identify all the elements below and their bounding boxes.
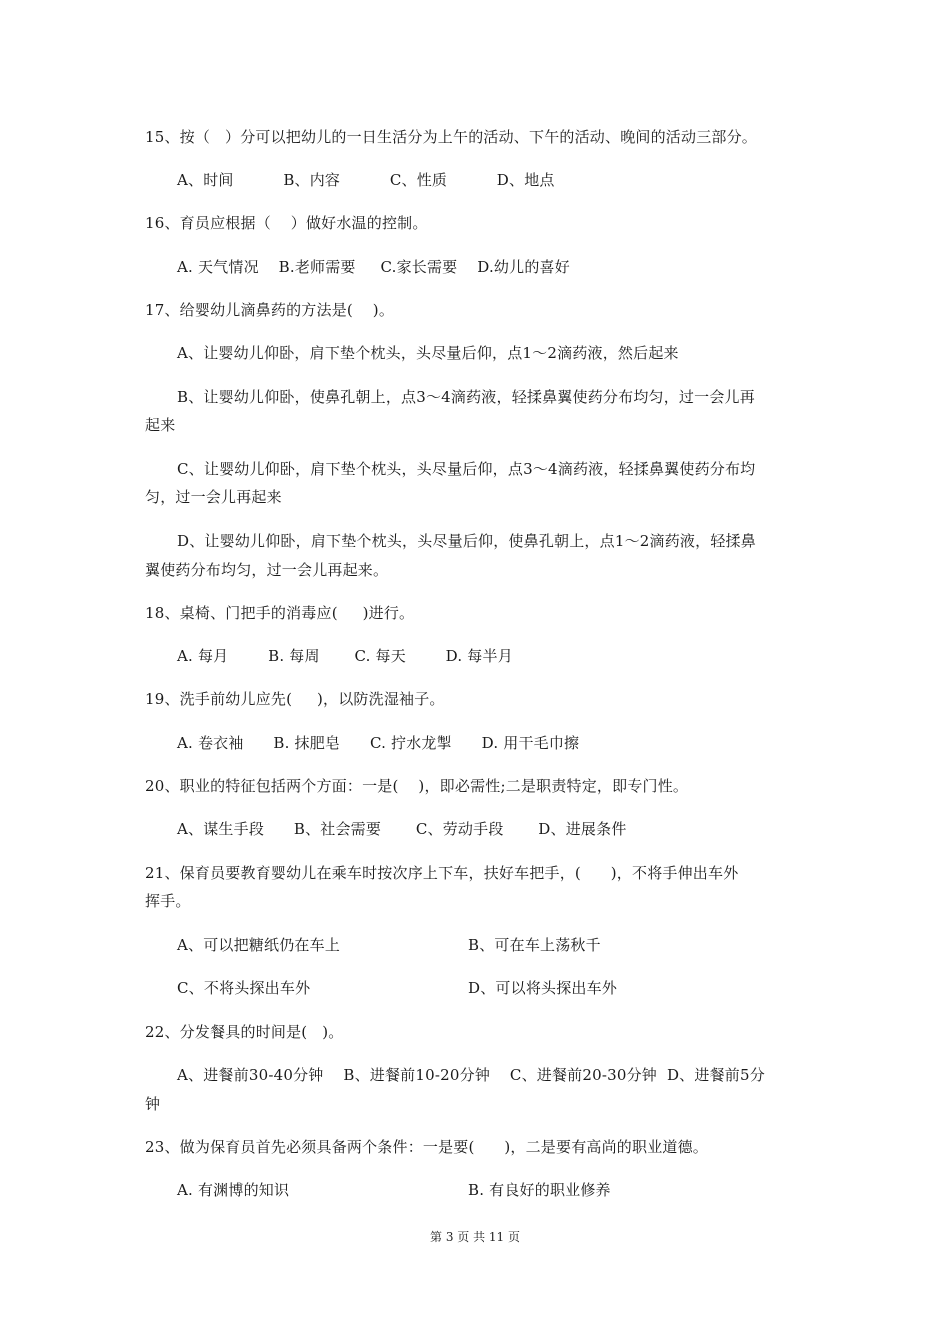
question-20-options: A、谋生手段 B、社会需要 C、劳动手段 D、进展条件 [177, 820, 627, 838]
question-17-option-c: C、让婴幼儿仰卧，肩下垫个枕头，头尽量后仰，点3～4滴药液，轻揉鼻翼使药分布均 [177, 460, 756, 478]
question-16-stem: 16、育员应根据（ ）做好水温的控制。 [145, 214, 428, 232]
question-22-options-cont: 钟 [145, 1095, 161, 1113]
question-15-stem: 15、按（ ）分可以把幼儿的一日生活分为上午的活动、下午的活动、晚间的活动三部分。 [145, 128, 757, 146]
question-21-stem-cont: 挥手。 [145, 892, 191, 910]
question-19-stem: 19、洗手前幼儿应先( )，以防洗湿袖子。 [145, 690, 445, 708]
question-17-option-d-cont: 翼使药分布均匀，过一会儿再起来。 [145, 561, 389, 579]
question-22-options: A、进餐前30-40分钟 B、进餐前10-20分钟 C、进餐前20-30分钟 D、进餐前5分 [177, 1066, 765, 1084]
question-21-option-a: A、可以把糖纸仍在车上 [177, 936, 341, 954]
question-17-option-a: A、让婴幼儿仰卧，肩下垫个枕头，头尽量后仰，点1～2滴药液，然后起来 [177, 344, 679, 362]
question-23-option-b: B. 有良好的职业修养 [468, 1181, 611, 1199]
question-22-stem: 22、分发餐具的时间是( )。 [145, 1023, 344, 1041]
question-19-options: A. 卷衣袖 B. 抹肥皂 C. 拧水龙掣 D. 用干毛巾擦 [177, 734, 580, 752]
question-21-option-b: B、可在车上荡秋千 [468, 936, 601, 954]
question-15-options: A、时间 B、内容 C、性质 D、地点 [177, 171, 555, 189]
question-17-option-c-cont: 匀，过一会儿再起来 [145, 488, 282, 506]
question-17-stem: 17、给婴幼儿滴鼻药的方法是( )。 [145, 301, 395, 319]
question-17-option-b: B、让婴幼儿仰卧，使鼻孔朝上，点3～4滴药液，轻揉鼻翼使药分布均匀，过一会儿再 [177, 388, 755, 406]
page-number-footer: 第 3 页 共 11 页 [430, 1230, 520, 1244]
question-21-option-c: C、不将头探出车外 [177, 979, 311, 997]
question-18-options: A. 每月 B. 每周 C. 每天 D. 每半月 [177, 647, 513, 665]
question-20-stem: 20、职业的特征包括两个方面：一是( )，即必需性;二是职责特定，即专门性。 [145, 777, 689, 795]
question-17-option-d: D、让婴幼儿仰卧，肩下垫个枕头，头尽量后仰，使鼻孔朝上，点1～2滴药液，轻揉鼻 [177, 532, 756, 550]
question-21-option-d: D、可以将头探出车外 [468, 979, 618, 997]
question-16-options: A. 天气情况 B.老师需要 C.家长需要 D.幼儿的喜好 [177, 258, 570, 276]
question-17-option-b-cont: 起来 [145, 416, 176, 434]
question-23-stem: 23、做为保育员首先必须具备两个条件：一是要( )，二是要有高尚的职业道德。 [145, 1138, 709, 1156]
question-18-stem: 18、桌椅、门把手的消毒应( )进行。 [145, 604, 415, 622]
question-23-option-a: A. 有渊博的知识 [177, 1181, 290, 1199]
question-21-stem: 21、保育员要教育婴幼儿在乘车时按次序上下车，扶好车把手，( )，不将手伸出车外 [145, 864, 739, 882]
